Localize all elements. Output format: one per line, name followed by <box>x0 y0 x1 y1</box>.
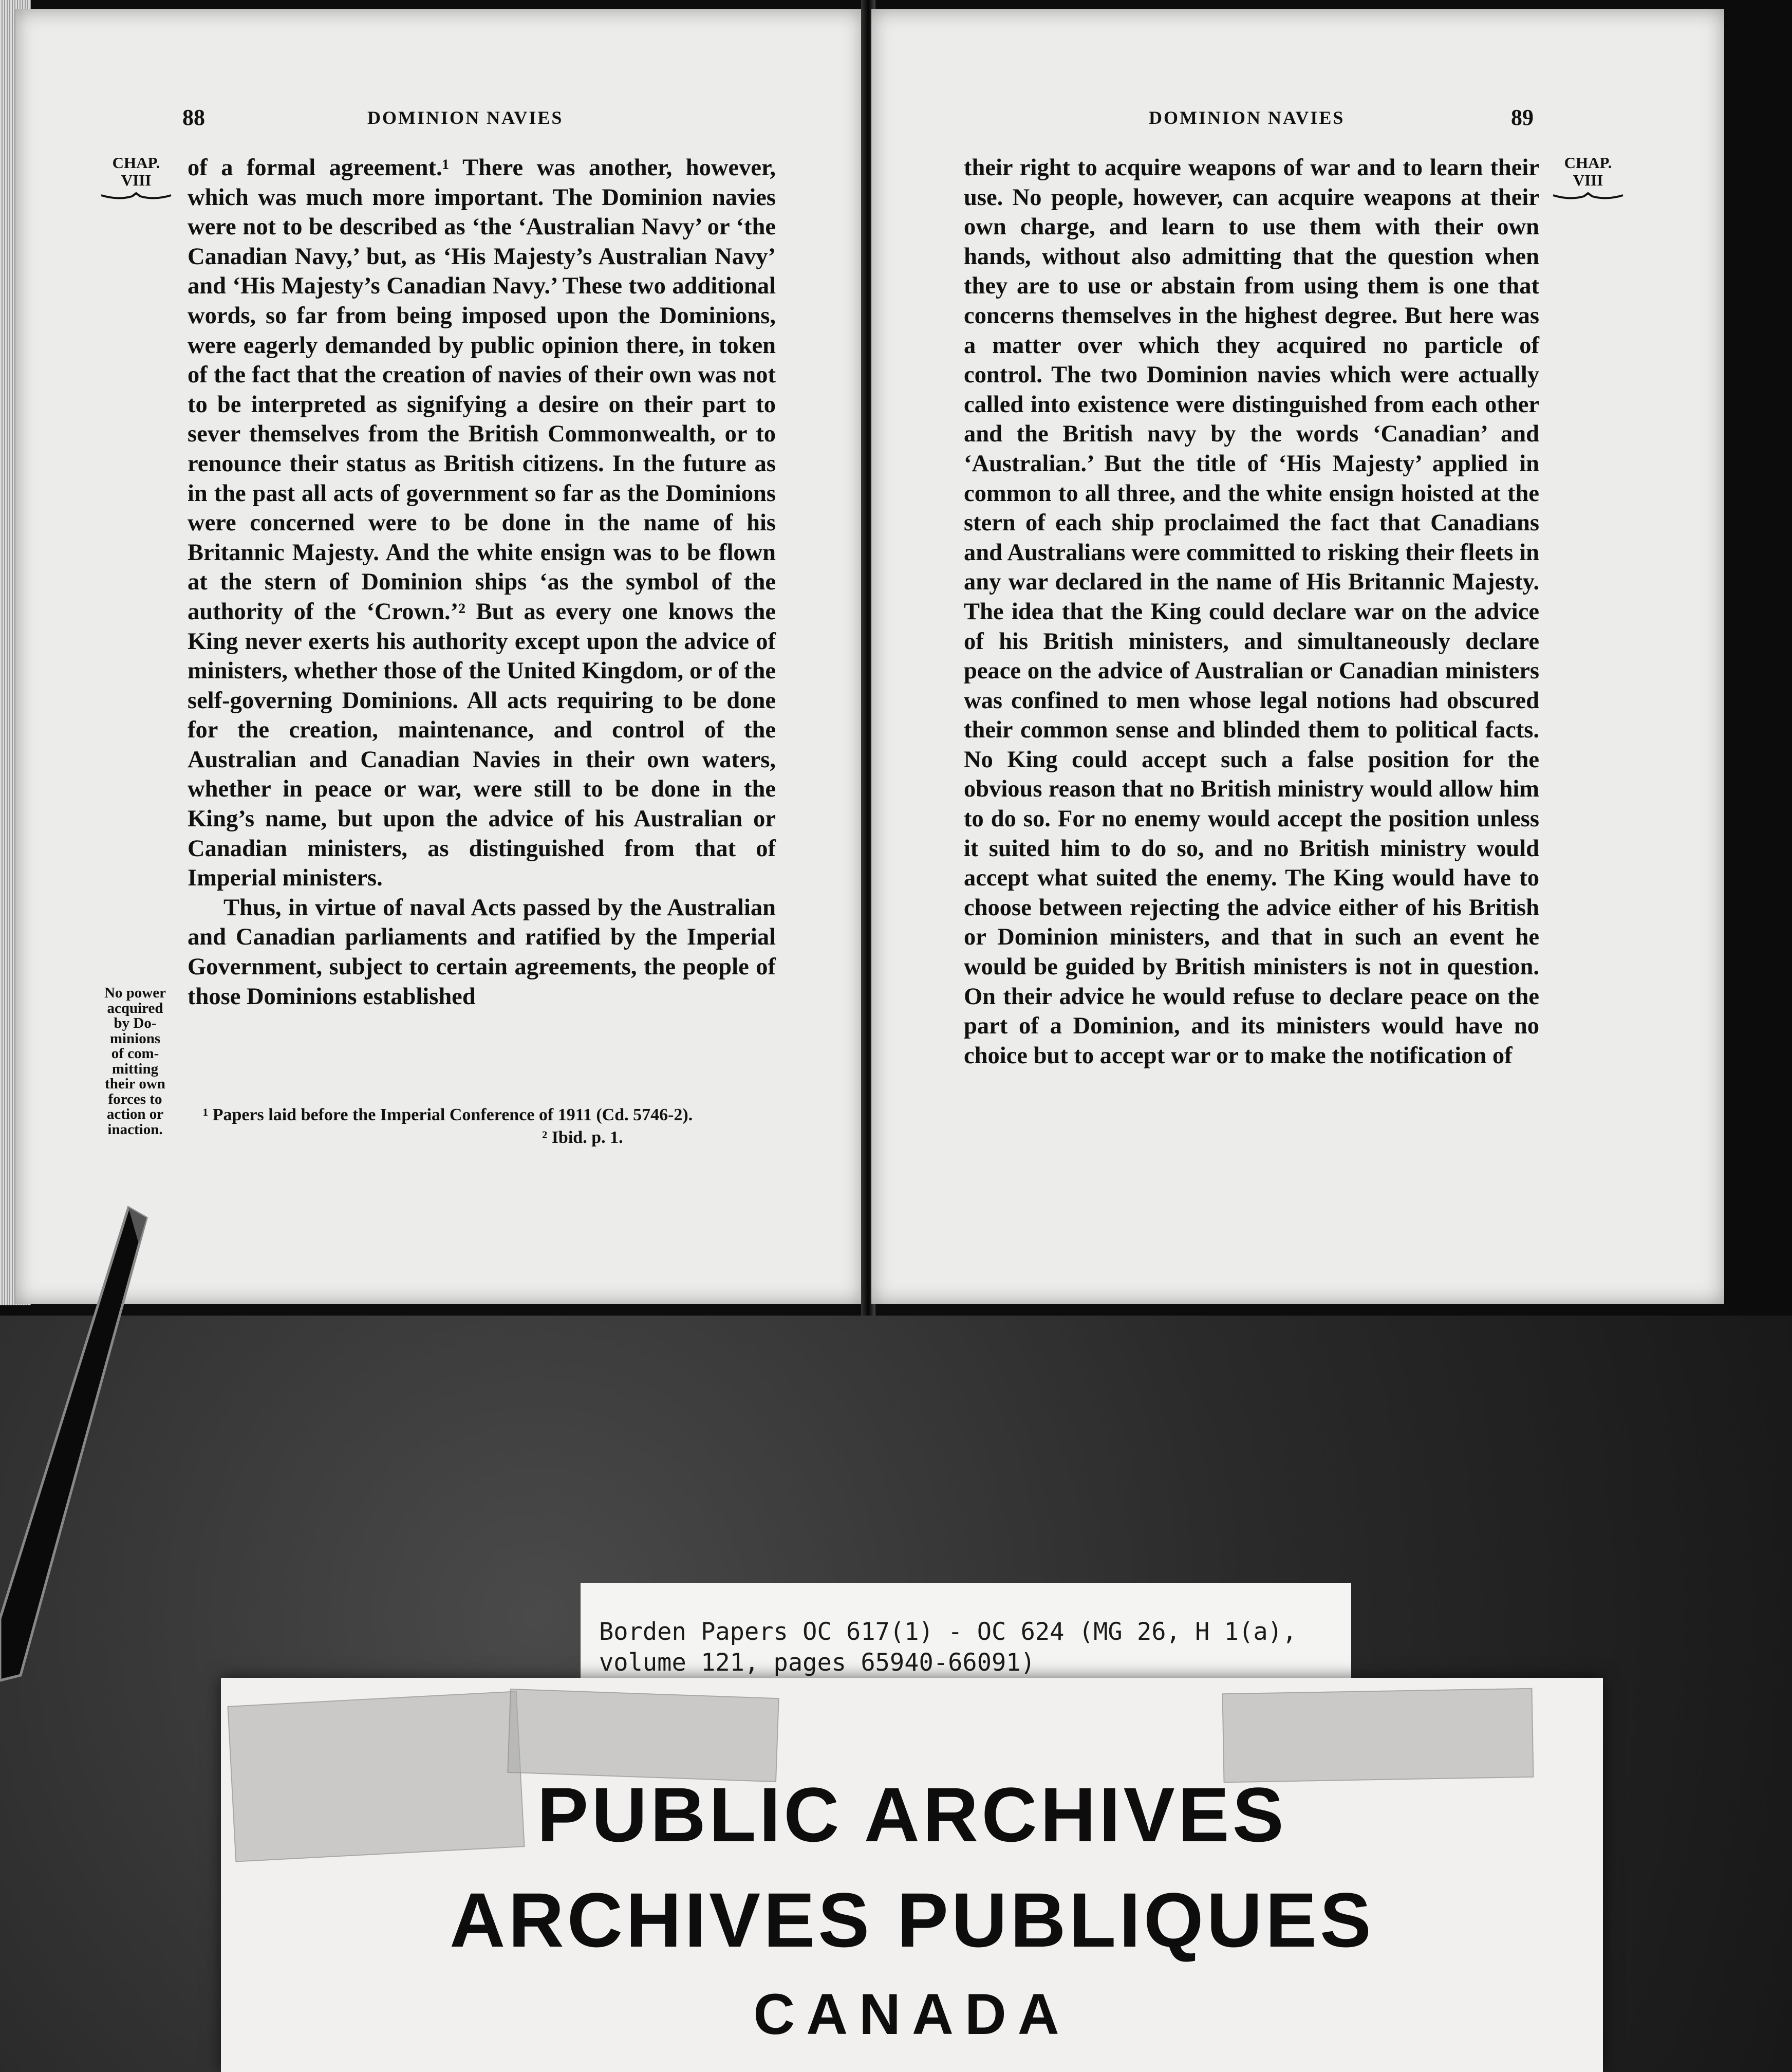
right-page <box>871 9 1724 1304</box>
stamp-line-public-archives: PUBLIC ARCHIVES <box>537 1771 1287 1858</box>
sidenote-line: No power <box>104 985 166 1001</box>
left-main-text <box>188 153 776 1011</box>
left-running-head: DOMINION NAVIES <box>367 107 564 128</box>
stamp-line-archives-publiques: ARCHIVES PUBLIQUES <box>450 1877 1374 1963</box>
marginal-sidenote <box>91 986 179 1137</box>
left-chapter-number: VIII <box>121 171 152 189</box>
tape-strip <box>507 1689 779 1782</box>
right-running-head: DOMINION NAVIES <box>1149 107 1345 128</box>
left-paragraph-1: of a formal agreement.¹ There was another, however, which was much more important. The Dominion navies were not to be described as ‘the ‘Australian Navy’ or ‘the Canadian Navy,’ but, as ‘His Majesty’s Australian Navy’ and ‘His Majesty’s Canadian Navy.’ These two additional words, so far from being imposed upon the Dominions, were eagerly demanded by public opinion there, in token of the fact that the creation of navies of their own was not to be interpreted as signifying a desire on their part to sever themselves from the British Commonwealth, or to renounce their status as British citizens. In the future as in the past all acts of government so far as the Dominions were concerned were to be done in the name of his Britannic Majesty. And the white ensign was to be flown at the stern of Dominion ships ‘as the symbol of the authority of the ‘Crown.’² But as every one knows the King never exerts his authority except upon the advice of ministers, whether those of the United Kingdom, or of the self-governing Dominions. All acts requiring to be done for the creation, maintenance, and control of the Australian and Canadian Navies in their own waters, whether in peace or war, were still to be done in the King’s name, but upon the advice of his Australian or Canadian ministers, as distinguished from that of Imperial ministers. <box>188 155 776 892</box>
left-paragraph-2: Thus, in virtue of naval Acts passed by the Australian and Canadian parliaments and ratified by the Imperial Government, subject to certain agreements, the people of those Dominions established <box>188 894 776 1010</box>
right-page-number: 89 <box>1511 105 1534 130</box>
stamp-line-canada: CANADA <box>753 1982 1071 2046</box>
sidenote-line: of com- <box>111 1045 159 1062</box>
sidenote-line: mitting <box>111 1060 159 1077</box>
catalog-line-1: Borden Papers OC 617(1) - OC 624 (MG 26, H 1(a), <box>599 1618 1297 1646</box>
sidenote-line: action or <box>106 1106 164 1122</box>
tape-strip <box>1222 1688 1534 1783</box>
catalog-reference-label <box>581 1583 1351 1686</box>
right-paragraph-1: their right to acquire weapons of war and to learn their use. No people, however, can acquire weapons at their own charge, and learn to use them with their own hands, without also admitting that the question when they are to use or abstain from using them is one that concerns themselves in the highest degree. But here was a matter over which they acquired no particle of control. The two Dominion navies which were actually called into existence were distinguished from each other and the British navy by the words ‘Canadian’ and ‘Australian.’ But the title of ‘His Majesty’ applied in common to all three, and the white ensign hoisted at the stern of each ship proclaimed the fact that Canadians and Australians were committed to risking their fleets in any war declared in the name of His Britannic Majesty. The idea that the King could declare war on the advice of his British ministers, and simultaneously declare peace on the advice of Australian or Canadian ministers was confined to men whose legal notions had obscured their common sense and blinded them to political facts. No King could accept such a false position for the obvious reason that no British ministry would allow him to do so. For no enemy would accept the position unless it suited him to do so, and no British ministry would accept what suited the enemy. The King would have to choose between rejecting the advice either of his British or Dominion ministers, and that in such an event he would be guided by British ministers is not in question. On their advice he would refuse to declare peace on the part of a Dominion, and its ministers would have no choice but to accept war or to make the notification of <box>964 155 1539 1069</box>
left-page-number: 88 <box>182 105 205 130</box>
sidenote-line: minions <box>109 1030 161 1047</box>
sidenote-line: acquired <box>107 1000 163 1016</box>
footnote-2: ² Ibid. p. 1. <box>542 1128 623 1147</box>
sidenote-line: inaction. <box>107 1121 163 1138</box>
sidenote-line: their own <box>105 1076 165 1092</box>
left-chapter-label: CHAP. <box>112 154 160 172</box>
right-main-text <box>964 153 1539 1070</box>
left-chapter-marker <box>98 154 175 201</box>
chapter-flourish-icon <box>1552 191 1624 201</box>
left-page <box>15 9 866 1304</box>
right-chapter-number: VIII <box>1573 171 1603 189</box>
right-chapter-marker <box>1550 154 1627 201</box>
sidenote-line: forces to <box>108 1090 162 1107</box>
archive-stamp-card <box>221 1678 1603 2072</box>
right-chapter-label: CHAP. <box>1564 154 1612 172</box>
footnote-1: ¹ Papers laid before the Imperial Conference of 1911 (Cd. 5746-2). <box>203 1105 693 1124</box>
sidenote-line: by Do- <box>114 1015 157 1031</box>
catalog-line-2: volume 121, pages 65940-66091) <box>599 1649 1035 1677</box>
left-footnotes <box>203 1104 776 1149</box>
chapter-flourish-icon <box>100 191 172 201</box>
